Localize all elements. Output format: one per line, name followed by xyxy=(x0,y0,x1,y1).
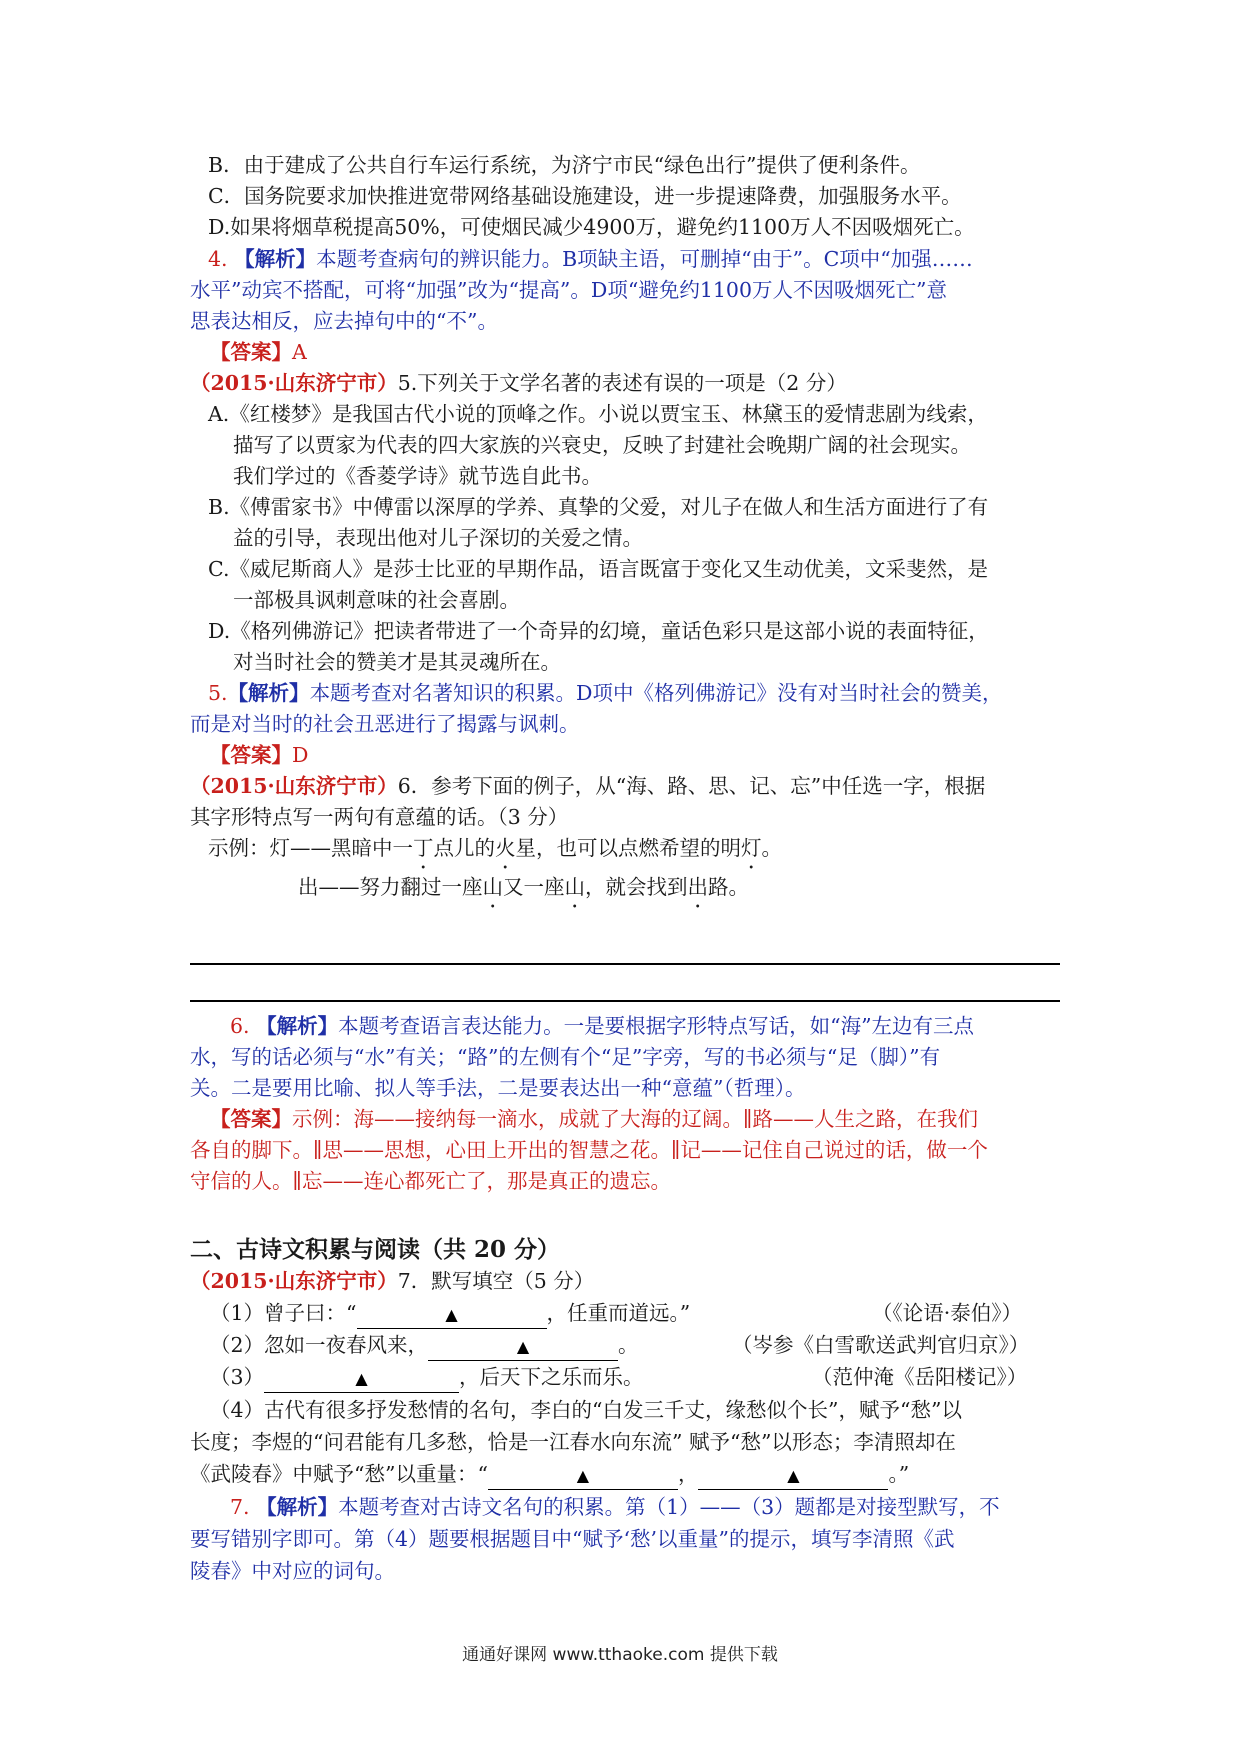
q7-sub3-blank[interactable] xyxy=(264,1364,459,1393)
triangle-icon: ▲ xyxy=(516,1337,530,1356)
q5-source: （2015·山东济宁市） xyxy=(190,371,398,395)
q4-answer xyxy=(210,336,1080,368)
q4-analysis-line3: 思表达相反，应去掉句中的“不”。 xyxy=(190,309,498,333)
q7-analysis-text1: 本题考查对古诗文名句的积累。第（1）——（3）题都是对接型默写，不 xyxy=(338,1495,1000,1519)
q7-sub4-line1: （4）古代有很多抒发愁情的名句，李白的“白发三千丈，缘愁似个长”，赋予“愁”以 xyxy=(210,1398,962,1422)
q6-example2-end: 路。 xyxy=(708,875,749,899)
q6-example1-end: 。 xyxy=(761,836,782,860)
q4-option-c: C．国务院要求加快推进宽带网络基础设施建设，进一步提速降费，加强服务水平。 xyxy=(208,184,962,208)
q5-option-a2: 描写了以贾家为代表的四大家族的兴衰史，反映了封建社会晚期广阔的社会现实。 xyxy=(233,433,971,457)
q7-sub2-blank[interactable] xyxy=(428,1332,618,1361)
q7-analysis-line1 xyxy=(230,1491,1100,1523)
q5-answer-tag: 【答案】 xyxy=(210,743,292,767)
q5-option-b1: B.《傅雷家书》中傅雷以深厚的学养、真挚的父爱，对儿子在做人和生活方面进行了有 xyxy=(208,495,989,519)
q6-answer-text1: 示例：海——接纳每一滴水，成就了大海的辽阔。∥路——人生之路，在我们 xyxy=(292,1107,978,1131)
q6-example1-dot3: 灯 xyxy=(741,836,762,860)
q6-analysis-text1: 本题考查语言表达能力。一是要根据字形特点写话，如“海”左边有三点 xyxy=(338,1014,975,1038)
q4-analysis-num: 4. xyxy=(208,247,228,271)
q7-sub3-post: ，后天下之乐而乐。 xyxy=(459,1365,644,1389)
q6-example2-dot2: 山 xyxy=(564,875,585,899)
q6-answer-tag: 【答案】 xyxy=(210,1107,292,1131)
q7-analysis-line3: 陵春》中对应的词句。 xyxy=(190,1559,395,1583)
q7-sub2-source: （岑参《白雪歌送武判官归京》） xyxy=(732,1333,1030,1357)
q6-example1 xyxy=(208,832,1078,864)
q6-analysis-num: 6. xyxy=(230,1014,250,1038)
q5-stem xyxy=(190,367,1060,399)
q6-example2-mid2: ，就会找到 xyxy=(585,875,688,899)
q5-option-d1: D.《格列佛游记》把读者带进了一个奇异的幻境，童话色彩只是这部小说的表面特征， xyxy=(208,619,989,643)
triangle-icon: ▲ xyxy=(787,1466,800,1485)
q4-answer-tag: 【答案】 xyxy=(210,340,292,364)
q6-analysis-line2: 水，写的话必须与“水”有关；“路”的左侧有个“足”字旁，写的书必须与“足（脚）”有 xyxy=(190,1045,941,1069)
q7-source: （2015·山东济宁市） xyxy=(190,1269,398,1293)
q4-analysis-text1: 本题考查病句的辨识能力。B项缺主语，可删掉“由于”。C项中“加强…… xyxy=(316,247,973,271)
q6-analysis-line1 xyxy=(230,1010,1100,1042)
q5-option-b2: 益的引导，表现出他对儿子深切的关爱之情。 xyxy=(233,526,643,550)
q4-answer-value: A xyxy=(292,340,307,364)
q6-answer-line2: 各自的脚下。∥思——思想，心田上开出的智慧之花。∥记——记住自己说过的话，做一个 xyxy=(190,1138,988,1162)
q4-analysis-line2: 水平”动宾不搭配，可将“加强”改为“提高”。D项“避免约1100万人不因吸烟死亡”意 xyxy=(190,278,947,302)
q6-stem-line1 xyxy=(190,770,1060,802)
q6-analysis-line3: 关。二是要用比喻、拟人等手法，二是要表达出一种“意蕴”（哲理）。 xyxy=(190,1076,806,1100)
q4-option-d: D.如果将烟草税提高50%，可使烟民减少4900万，避免约1100万人不因吸烟死亡。 xyxy=(208,215,975,239)
q7-sub4-line3 xyxy=(190,1458,1060,1490)
q7-sub2-pre: （2）忽如一夜春风来， xyxy=(210,1333,429,1357)
triangle-icon: ▲ xyxy=(355,1369,368,1388)
section-heading: 二、古诗文积累与阅读（共 20 分） xyxy=(190,1236,561,1263)
q6-example2 xyxy=(298,871,1168,903)
q7-sub4-end: 。” xyxy=(888,1462,910,1486)
q6-example1-mid1: 点儿的 xyxy=(433,836,495,860)
q7-sub3-source: （范仲淹《岳阳楼记》） xyxy=(812,1365,1028,1389)
q7-sub4-mid: ， xyxy=(677,1462,699,1486)
answer-line-2[interactable] xyxy=(190,1000,1060,1002)
q6-example1-dot1: 丁 xyxy=(413,836,434,860)
q6-answer-line1 xyxy=(210,1103,1080,1135)
triangle-icon: ▲ xyxy=(445,1305,458,1324)
q5-answer xyxy=(210,739,1080,771)
q6-example2-mid1: 又一座 xyxy=(503,875,565,899)
q7-stem xyxy=(190,1265,1060,1297)
q7-sub4-pre: 《武陵春》中赋予“愁”以重量：“ xyxy=(190,1462,488,1486)
q7-sub4-blank1[interactable] xyxy=(488,1461,678,1490)
answer-line-1[interactable] xyxy=(190,963,1060,965)
q4-option-b: B．由于建成了公共自行车运行系统，为济宁市民“绿色出行”提供了便利条件。 xyxy=(208,153,921,177)
q7-sub2-post: 。 xyxy=(618,1333,639,1357)
q5-stem-text: 5.下列关于文学名著的表述有误的一项是（2 分） xyxy=(397,371,847,395)
q6-stem-line2: 其字形特点写一两句有意蕴的话。（3 分） xyxy=(190,805,569,829)
q5-analysis-line2: 而是对当时的社会丑恶进行了揭露与讽刺。 xyxy=(190,712,580,736)
q7-analysis-num: 7. xyxy=(230,1495,250,1519)
q5-analysis-num: 5. xyxy=(208,681,228,705)
q7-sub1-post: ，任重而道远。” xyxy=(546,1301,691,1325)
q5-analysis-text1: 本题考查对名著知识的积累。D项中《格列佛游记》没有对当时社会的赞美， xyxy=(309,681,1003,705)
q7-sub1-blank[interactable] xyxy=(357,1300,547,1329)
q5-answer-value: D xyxy=(292,743,309,767)
q7-sub1-source: （《论语·泰伯》） xyxy=(872,1301,1023,1325)
page-footer: 通通好课网 www.tthaoke.com 提供下载 xyxy=(462,1645,778,1665)
q4-analysis-tag: 【解析】 xyxy=(234,247,317,271)
q7-sub3-pre: （3） xyxy=(210,1365,265,1389)
q6-example2-dot3: 出 xyxy=(687,875,708,899)
q7-stem-text: 7．默写填空（5 分） xyxy=(397,1269,595,1293)
q6-stem-text1: 6．参考下面的例子，从“海、路、思、记、忘”中任选一字，根据 xyxy=(397,774,986,798)
q5-option-c1: C.《威尼斯商人》是莎士比亚的早期作品，语言既富于变化又生动优美，文采斐然，是 xyxy=(208,557,988,581)
q6-example2-pre: 出——努力翻过一座 xyxy=(298,875,483,899)
q7-sub1-pre: （1）曾子曰：“ xyxy=(210,1301,357,1325)
q6-example1-mid2: 星，也可以点燃希望的明 xyxy=(515,836,741,860)
q7-sub4-line2: 长度；李煜的“问君能有几多愁，恰是一江春水向东流” 赋予“愁”以形态；李清照却在 xyxy=(190,1430,956,1454)
q6-answer-line3: 守信的人。∥忘——连心都死亡了，那是真正的遗忘。 xyxy=(190,1169,671,1193)
q7-analysis-line2: 要写错别字即可。第（4）题要根据题目中“赋予‘愁’以重量”的提示，填写李清照《武 xyxy=(190,1527,955,1551)
q6-example1-pre: 示例：灯——黑暗中一 xyxy=(208,836,413,860)
q5-analysis-line1 xyxy=(208,677,1078,709)
q5-option-a1: A.《红楼梦》是我国古代小说的顶峰之作。小说以贾宝玉、林黛玉的爱情悲剧为线索， xyxy=(208,402,988,426)
q6-example1-dot2: 火 xyxy=(495,836,516,860)
q5-option-a3: 我们学过的《香菱学诗》就节选自此书。 xyxy=(233,464,602,488)
q6-source: （2015·山东济宁市） xyxy=(190,774,398,798)
q5-option-d2: 对当时社会的赞美才是其灵魂所在。 xyxy=(233,650,561,674)
q6-example2-dot1: 山 xyxy=(482,875,503,899)
q6-analysis-tag: 【解析】 xyxy=(256,1014,339,1038)
q5-option-c2: 一部极具讽刺意味的社会喜剧。 xyxy=(233,588,520,612)
q7-sub4-blank2[interactable] xyxy=(698,1461,888,1490)
triangle-icon: ▲ xyxy=(576,1466,590,1485)
q4-analysis-line1 xyxy=(208,243,1078,275)
q5-analysis-tag: 【解析】 xyxy=(227,681,310,705)
q7-analysis-tag: 【解析】 xyxy=(256,1495,339,1519)
